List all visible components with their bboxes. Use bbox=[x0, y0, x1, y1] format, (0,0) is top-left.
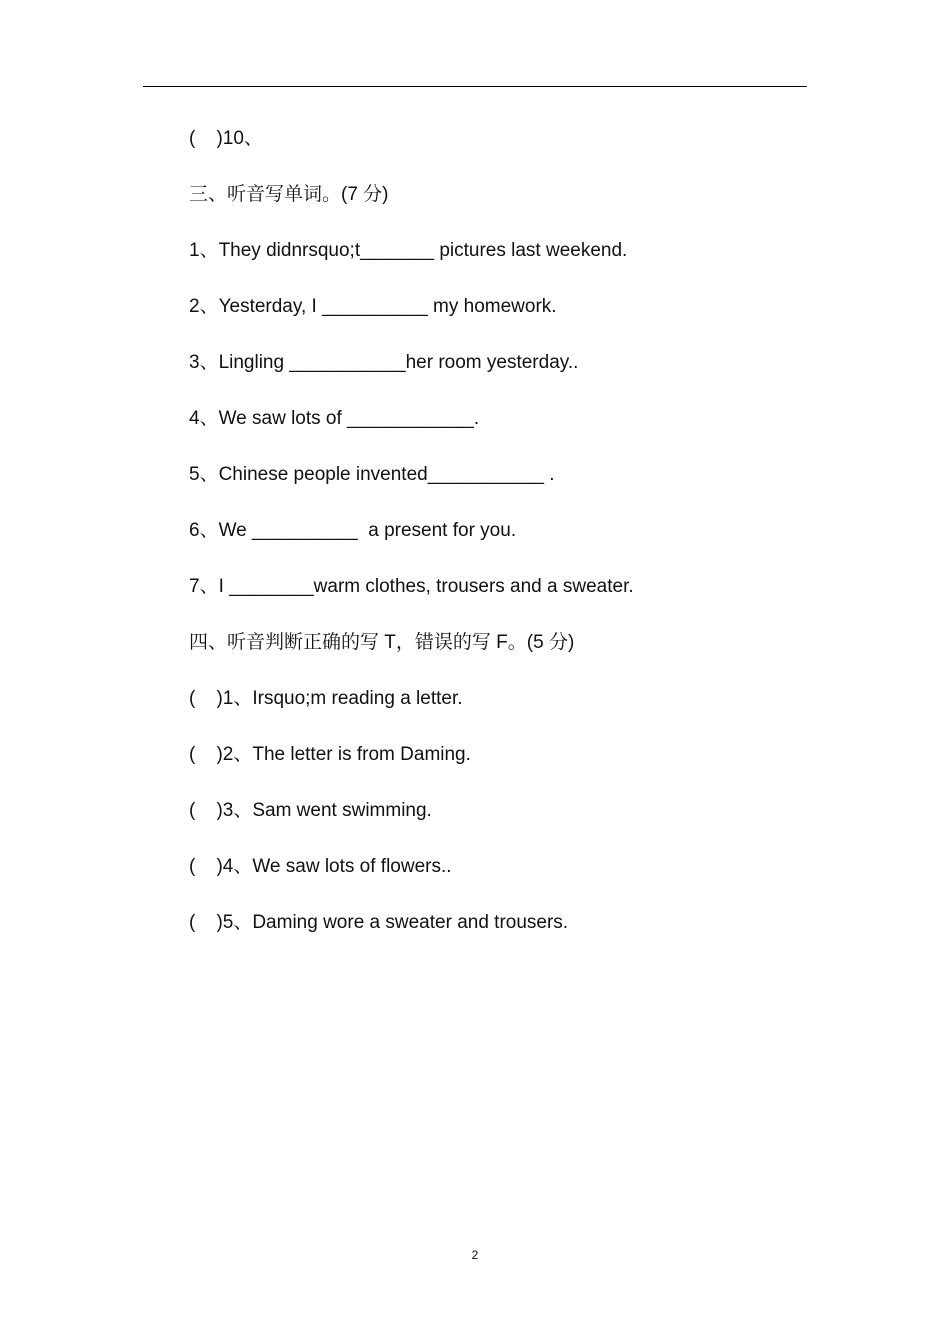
fill-blank-item-2: 2、Yesterday, I __________ my homework. bbox=[189, 296, 557, 317]
fill-blank-item-7: 7、I ________warm clothes, trousers and a sweater. bbox=[189, 576, 634, 597]
true-false-item-3: ( )3、Sam went swimming. bbox=[189, 800, 432, 821]
fill-blank-item-1: 1、They didnrsquo;t_______ pictures last weekend. bbox=[189, 240, 628, 261]
question-10-answer-blank: ( )10、 bbox=[189, 128, 263, 149]
section-4-heading: 四、听音判断正确的写 T，错误的写 F。(5 分) bbox=[189, 632, 575, 653]
true-false-item-4: ( )4、We saw lots of flowers.. bbox=[189, 856, 452, 877]
header-rule bbox=[143, 86, 807, 87]
section-3-heading: 三、听音写单词。(7 分) bbox=[189, 184, 389, 205]
fill-blank-item-4: 4、We saw lots of ____________. bbox=[189, 408, 480, 429]
fill-blank-item-6: 6、We __________ a present for you. bbox=[189, 520, 517, 541]
true-false-item-5: ( )5、Daming wore a sweater and trousers. bbox=[189, 912, 569, 933]
true-false-item-2: ( )2、The letter is from Daming. bbox=[189, 744, 471, 765]
fill-blank-item-3: 3、Lingling ___________her room yesterday.. bbox=[189, 352, 579, 373]
page-number: 2 bbox=[471, 1248, 479, 1262]
worksheet-body bbox=[189, 124, 809, 964]
fill-blank-item-5: 5、Chinese people invented___________ . bbox=[189, 464, 555, 485]
true-false-item-1: ( )1、Irsquo;m reading a letter. bbox=[189, 688, 463, 709]
